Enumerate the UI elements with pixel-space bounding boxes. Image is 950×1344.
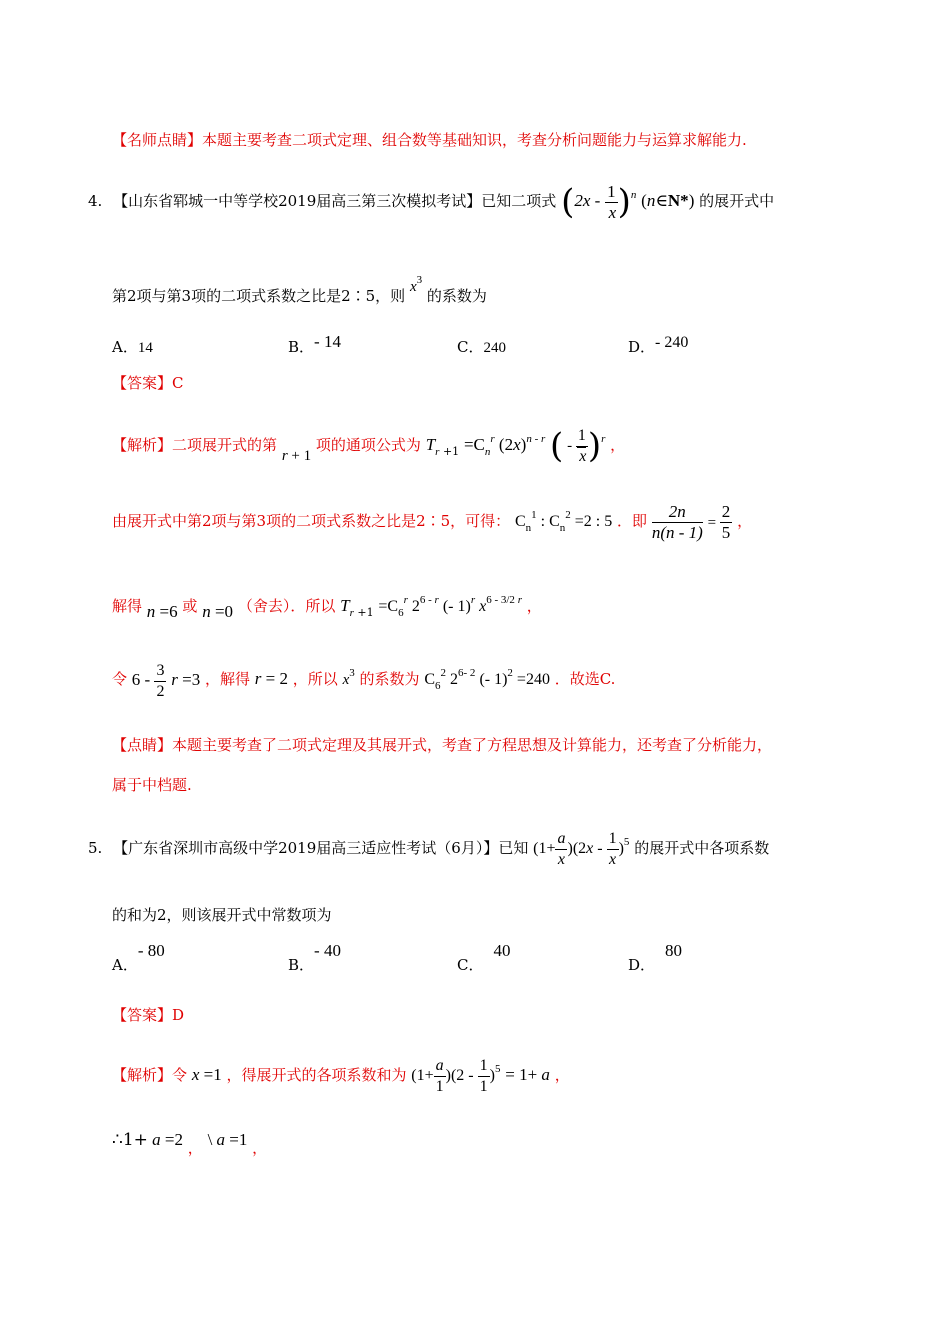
q4-stem-b: 的展开式中	[699, 192, 775, 210]
q4-stem-c: 第2项与第3项的二项式系数之比是2∶5，则	[112, 287, 406, 305]
q4-stem-a: 已知二项式	[481, 192, 557, 210]
q4-x-cubed: $x^3$	[409, 274, 423, 295]
q4-stem-line1	[88, 176, 774, 226]
q4-source: 【山东省郓城一中等学校2019届高三第三次模拟考试】	[113, 192, 482, 210]
q4-point-line2: 属于中档题.	[112, 776, 192, 794]
q5-analysis-line2: ∴1+ a =2 ， \ a =1 ，	[112, 1130, 268, 1157]
q5-sum-expression: (1+ $\frac{a}{1}$ )(2 - $\frac{1}{1}$ )$^5$ = 1+ a	[411, 1056, 550, 1095]
q5-expression: (1+ $\frac{a}{x}$ )(2x - $\frac{1}{x}$ )$^5$	[533, 829, 630, 868]
q5-option-d[interactable]: D．80	[628, 941, 683, 974]
q4-analysis-line1: 【解析】二项展开式的第 r + 1 项的通项公式为 $T_{r +1} =C_n^r$ $(2x)^{n - r}$ ( - $\frac{1}{x}$ )$^r$ ，	[112, 420, 625, 470]
q4-analysis-line4: 令 6 - $\frac{3}{2}$ r =3 ，解得 r = 2 ，所以 $x^3$ 的系数为 $C_6^2$ 2$^{6- 2}$ (- 1)$^2$ =240 ．故选C.	[112, 654, 615, 704]
q4-option-b[interactable]: B．- 14	[288, 332, 341, 356]
q4-point-line1: 【点睛】本题主要考查了二项式定理及其展开式，考查了方程思想及计算能力，还考查了分析能力，	[112, 736, 773, 754]
q5-number: 5.	[88, 839, 103, 857]
q4-stem-d: 的系数为	[426, 287, 487, 305]
q4-option-c[interactable]: C．240	[457, 338, 506, 356]
q5-stem-a: 已知	[498, 839, 529, 857]
q4-analysis-line3: 解得 n =6 或 n =0 （舍去）．所以 $T_{r +1} =C_6^r$ 2$^{6 - r}$ (- 1)$^r$ $x^{6 - 3/2 r}$ ，	[112, 594, 542, 621]
q4-answer-line: 【答案】C	[112, 374, 184, 392]
q5-option-c[interactable]: C．40	[457, 941, 511, 974]
note-tag: 【名师点睛】	[112, 131, 203, 149]
q4-option-d[interactable]: D．- 240	[628, 334, 689, 356]
q4-stem-line2	[112, 274, 487, 308]
q5-stem-line1	[88, 822, 769, 874]
q4-ratio-equation: $\frac{2n}{n(n - 1)}$ = $\frac{2}{5}$	[651, 502, 731, 542]
q5-source: 【广东省深圳市高级中学2019届高三适应性考试（6月）】	[113, 839, 499, 857]
q4-number: 4.	[88, 192, 103, 210]
q4-binomial-formula: (2x - $\frac{1}{x}$ )$^n$ (n∈N*)	[561, 181, 695, 222]
q5-answer-line: 【答案】D	[112, 1006, 185, 1024]
q4-term-formula: $T_{r +1} =C_6^r$ 2$^{6 - r}$ (- 1)$^r$ $x^{6 - 3/2 r}$	[340, 594, 522, 619]
q4-r-equation: 6 - $\frac{3}{2}$ r =3	[131, 661, 201, 700]
q4-analysis-line2: 由展开式中第2项与第3项的二项式系数之比是2∶5，可得： $C_n^1$ : $C_n^2 =2$ : 5 ．即 $\frac{2n}{n(n - 1)}$ = $\frac{2}{5}$ ，	[112, 496, 752, 546]
q5-option-b[interactable]: B．- 40	[288, 941, 341, 974]
q5-answer: D	[172, 1006, 185, 1024]
q4-option-a[interactable]: A．14	[112, 338, 153, 356]
q5-analysis-line1: 【解析】令 x =1 ，得展开式的各项系数和为 (1+ $\frac{a}{1}$ )(2 - $\frac{1}{1}$ )$^5$ = 1+ a ，	[112, 1050, 570, 1100]
q4-answer: C	[172, 374, 184, 392]
q4-general-term-formula: $T_{r +1} =C_n^r$ $(2x)^{n - r}$ ( - $\frac{1}{x}$ )$^r$	[425, 426, 606, 466]
q5-option-a[interactable]: A．- 80	[112, 941, 165, 974]
note-text: 本题主要考查二项式定理、组合数等基础知识，考查分析问题能力与运算求解能力.	[202, 131, 747, 149]
note-line	[112, 130, 747, 150]
q5-stem-b: 的展开式中各项系数	[634, 839, 770, 857]
q5-stem-line2: 的和为2，则该展开式中常数项为	[112, 906, 332, 924]
